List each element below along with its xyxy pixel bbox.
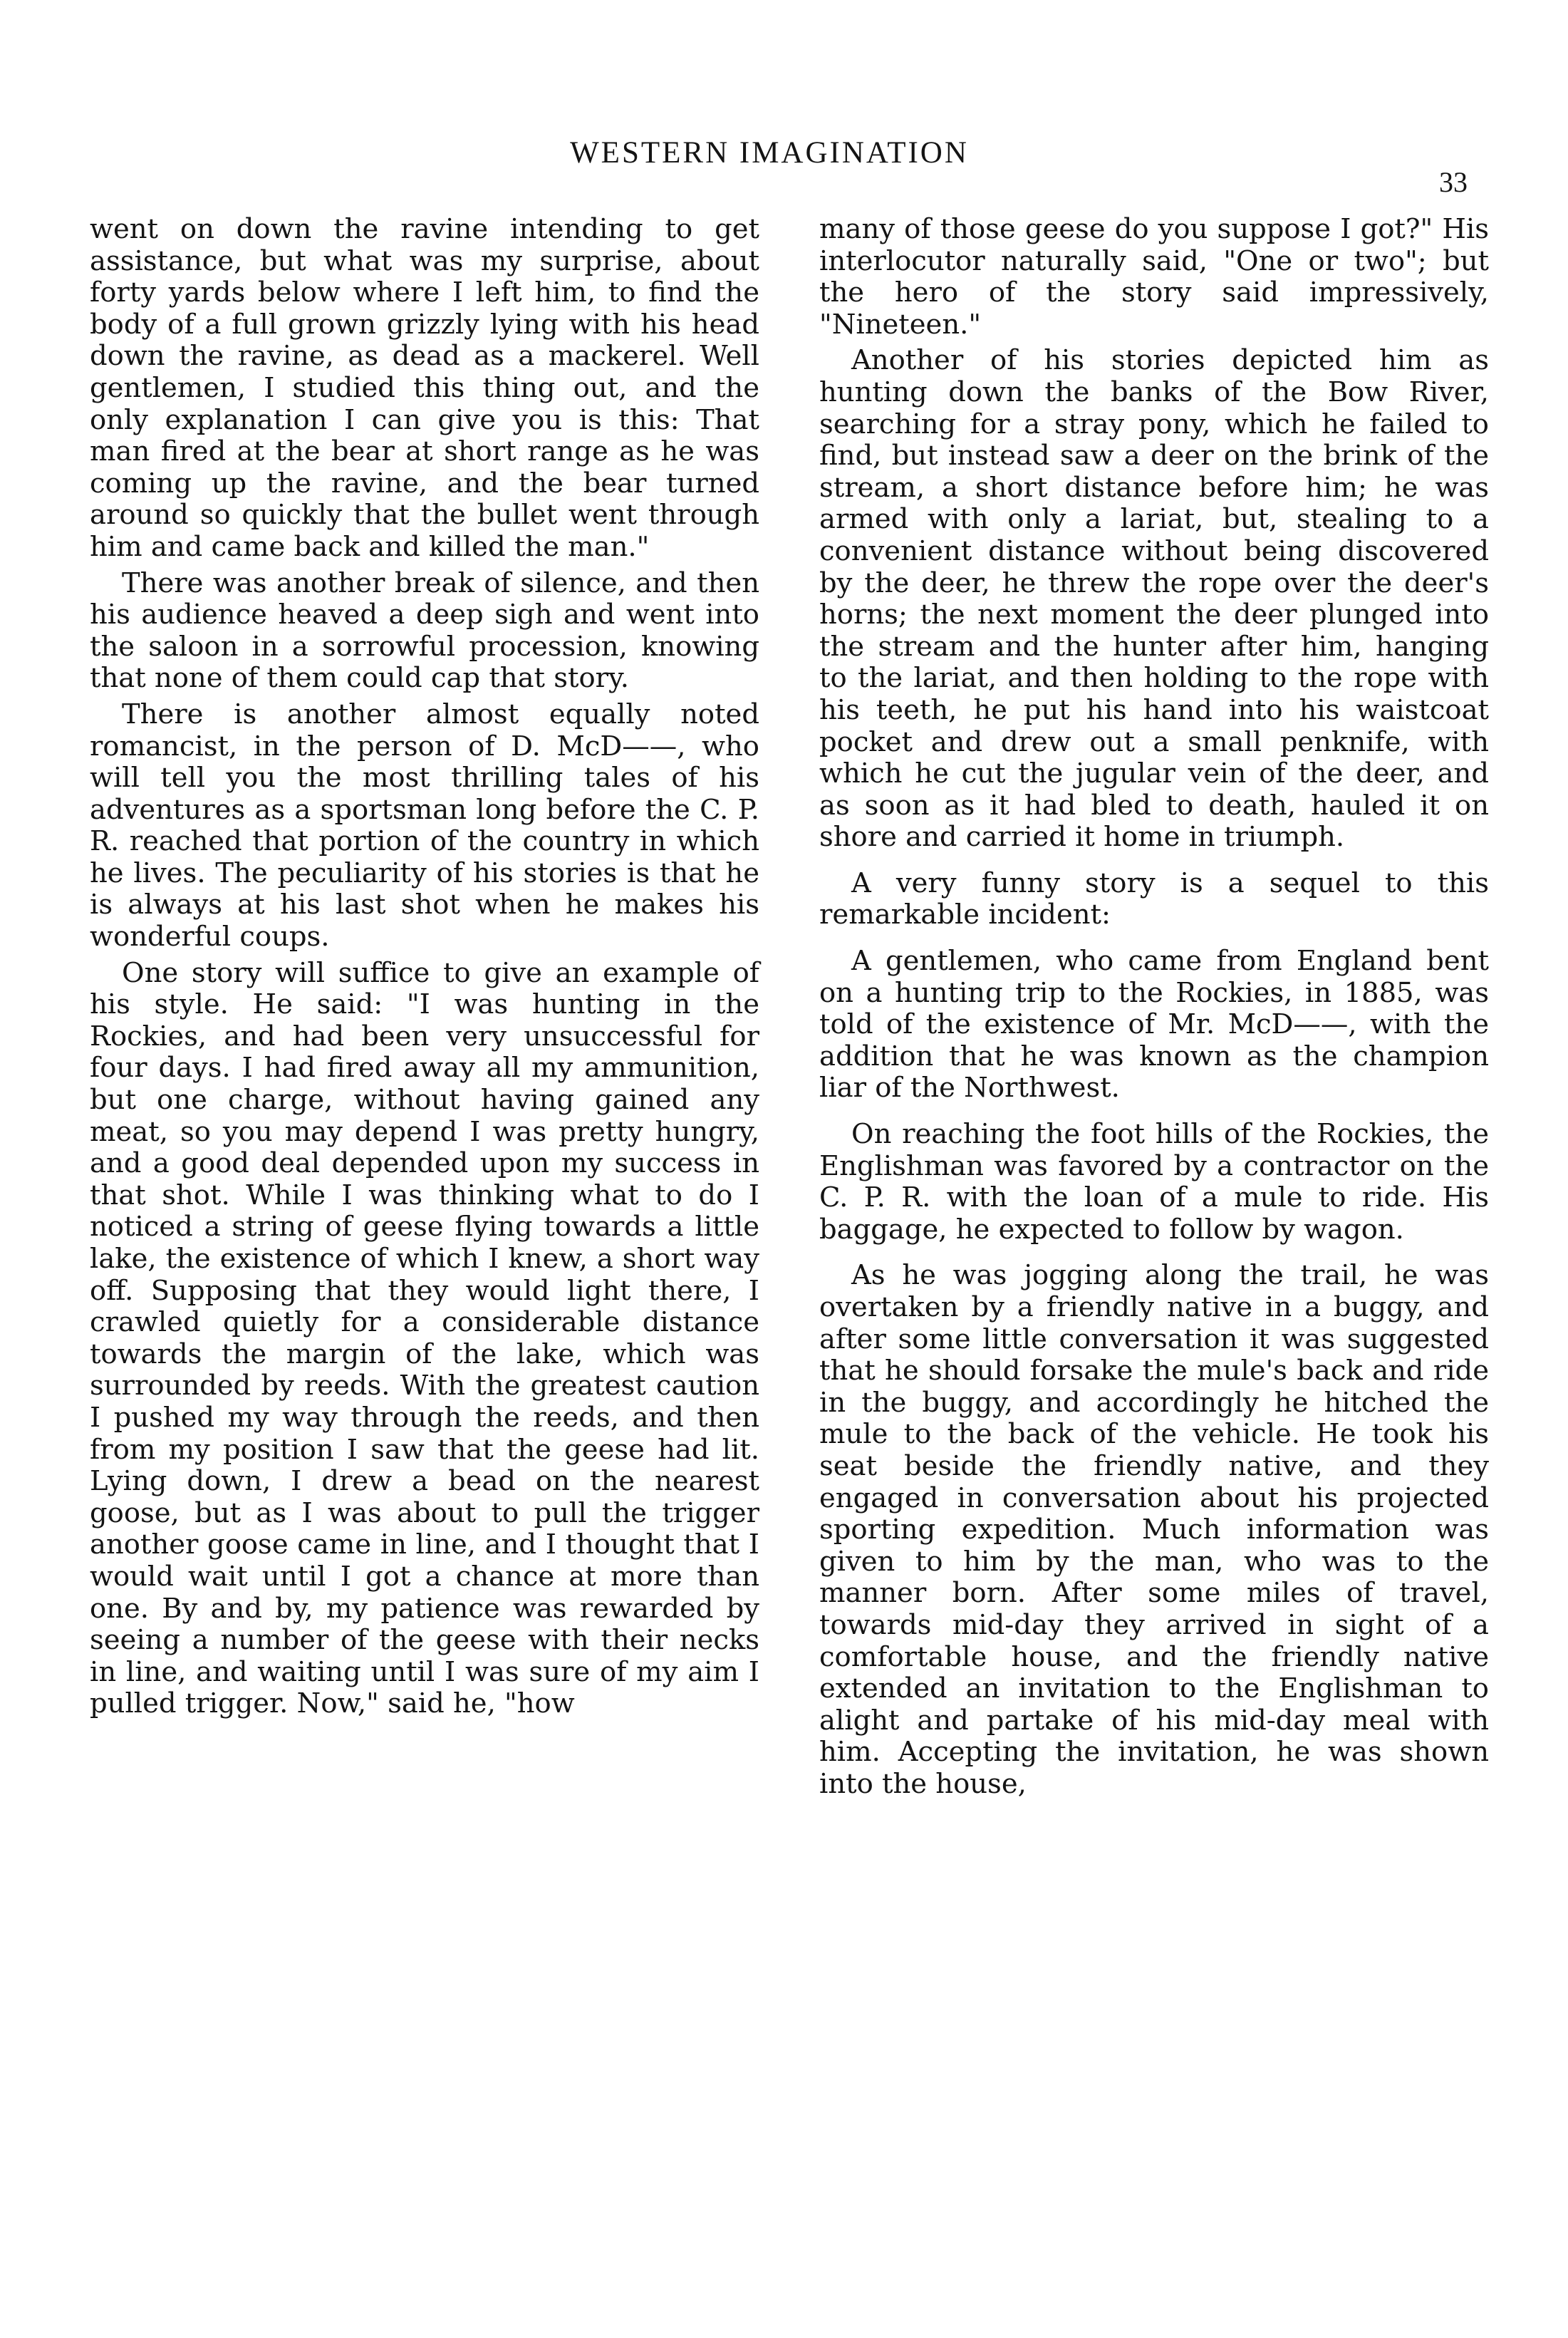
paragraph: There was another break of silence, and then his audience heaved a deep sigh and went into the saloon in a sorrowful procession, knowing that none of them could cap that story.	[90, 567, 759, 695]
paragraph: many of those geese do you suppose I got?" His interlocutor naturally said, "One or two"; but the hero of the story said impressively, "Nineteen."	[819, 213, 1489, 341]
left-column	[90, 214, 759, 1724]
paragraph-gap	[819, 1250, 1489, 1260]
paragraph-gap	[819, 1109, 1489, 1119]
paragraph: went on down the ravine intending to get assistance, but what was my surprise, about forty yards below where I left him, to find the body of a full grown grizzly lying with his head down the ravine, as dead as a mackerel. Well gentlemen, I studied this thing out, and the only explanation I can give you is this: That man fired at the bear at short range as he was coming up the ravine, and the bear turned around so quickly that the bullet went through him and came back and killed the man."	[90, 213, 759, 563]
paragraph-gap	[819, 936, 1489, 946]
paragraph: There is another almost equally noted romancist, in the person of D. McD——, who will tell you the most thrilling tales of his adventures as a sportsman long before the C. P. R. reached that portion of the country in which he lives. The peculiarity of his stories is that he is always at his last shot when he makes his wonderful coups.	[90, 698, 759, 953]
running-title: WESTERN IMAGINATION	[570, 136, 969, 170]
paragraph-gap	[819, 858, 1489, 868]
paragraph: As he was jogging along the trail, he was overtaken by a friendly native in a buggy, and after some little conversation it was suggested that he should forsake the mule's back and ride in the buggy, and accordingly he hitched the mule to the back of the vehicle. He took his seat beside the friendly native, and they engaged in conversation about his projected sporting expedition. Much information was given to him by the man, who was to the manner born. After some miles of travel, towards mid-day they arrived in sight of a comfortable house, and the friendly native extended an invitation to the Englishman to alight and partake of his mid-day meal with him. Accepting the invitation, he was shown into the house,	[819, 1259, 1489, 1800]
page-number: 33	[1439, 166, 1468, 198]
paragraph: A gentlemen, who came from England bent on a hunting trip to the Rockies, in 1885, was told of the existence of Mr. McD——, with the addition that he was known as the champion liar of the Northwest.	[819, 945, 1489, 1105]
paragraph: A very funny story is a sequel to this remarkable incident:	[819, 867, 1489, 931]
right-column	[819, 214, 1489, 1805]
paragraph: On reaching the foot hills of the Rockies, the Englishman was favored by a contractor on the C. P. R. with the loan of a mule to ride. His baggage, he expected to follow by wagon.	[819, 1118, 1489, 1246]
paragraph: One story will suffice to give an example of his style. He said: "I was hunting in the Rockies, and had been very unsuccessful for four days. I had fired away all my ammunition, but one charge, without having gained any meat, so you may depend I was pretty hungry, and a good deal depended upon my success in that shot. While I was thinking what to do I noticed a string of geese flying towards a little lake, the existence of which I knew, a short way off. Supposing that they would light there, I crawled quietly for a considerable distance towards the margin of the lake, which was surrounded by reeds. With the greatest caution I pushed my way through the reeds, and then from my position I saw that the geese had lit. Lying down, I drew a bead on the nearest goose, but as I was about to pull the trigger another goose came in line, and I thought that I would wait until I got a chance at more than one. By and by, my patience was rewarded by seeing a number of the geese with their necks in line, and waiting until I was sure of my aim I pulled trigger. Now," said he, "how	[90, 956, 759, 1720]
paragraph: Another of his stories depicted him as hunting down the banks of the Bow River, searching for a stray pony, which he failed to find, but instead saw a deer on the brink of the stream, a short distance before him; he was armed with only a lariat, but, stealing to a convenient distance without being discovered by the deer, he threw the rope over the deer's horns; the next moment the deer plunged into the stream and the hunter after him, hanging to the lariat, and then holding to the rope with his teeth, he put his hand into his waistcoat pocket and drew out a small penknife, with which he cut the jugular vein of the deer, and as soon as it had bled to death, hauled it on shore and carried it home in triumph.	[819, 344, 1489, 854]
